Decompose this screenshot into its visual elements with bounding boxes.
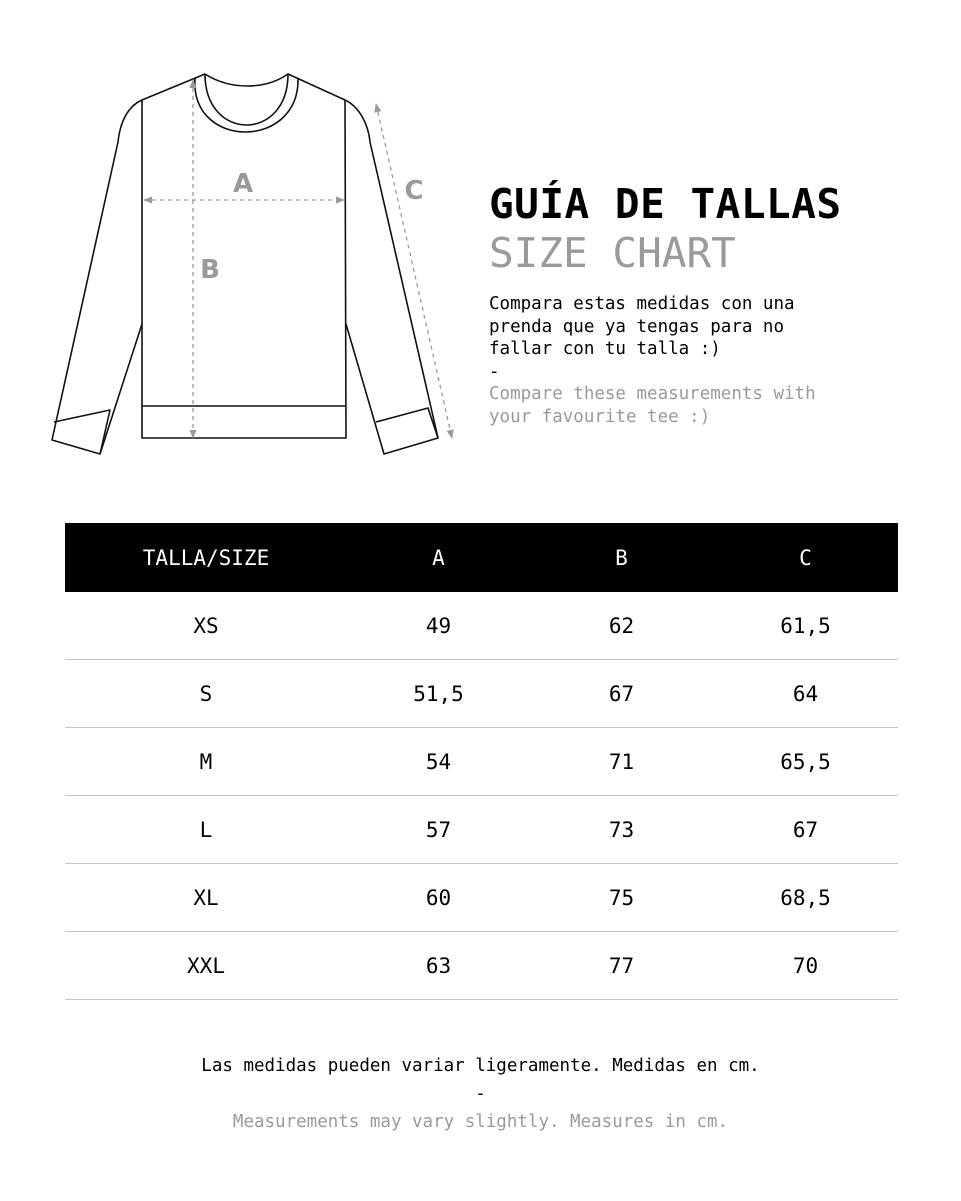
- cell-a: 49: [347, 592, 530, 660]
- cell-a: 63: [347, 932, 530, 1000]
- intro-text: [489, 293, 909, 428]
- cell-c: 67: [713, 796, 898, 864]
- sweatshirt-outline: [52, 74, 438, 454]
- cell-c: 65,5: [713, 728, 898, 796]
- cell-b: 77: [530, 932, 713, 1000]
- table-row: [65, 932, 898, 1000]
- cell-size: XS: [65, 592, 347, 660]
- table-row: [65, 660, 898, 728]
- measure-label-a: A: [232, 169, 254, 199]
- cell-a: 60: [347, 864, 530, 932]
- footer-separator: -: [475, 1084, 486, 1104]
- intro-en-line-2: your favourite tee :): [489, 406, 711, 427]
- table-row: [65, 796, 898, 864]
- page-heading: [489, 178, 842, 276]
- intro-es-line-2: prenda que ya tengas para no: [489, 316, 785, 337]
- table-row: [65, 728, 898, 796]
- cell-a: 54: [347, 728, 530, 796]
- cell-b: 62: [530, 592, 713, 660]
- cell-b: 73: [530, 796, 713, 864]
- header-a: A: [347, 523, 530, 592]
- cell-b: 75: [530, 864, 713, 932]
- measure-lines: [144, 80, 452, 438]
- cell-size: M: [65, 728, 347, 796]
- measure-label-c: C: [404, 176, 424, 206]
- cell-c: 68,5: [713, 864, 898, 932]
- table-row: [65, 592, 898, 660]
- table-header-row: [65, 523, 898, 592]
- cell-a: 57: [347, 796, 530, 864]
- intro-es-line-3: fallar con tu talla :): [489, 339, 721, 359]
- measure-label-b: B: [200, 255, 220, 285]
- intro-separator: -: [489, 361, 500, 382]
- cell-size: L: [65, 796, 347, 864]
- measure-line-c: [376, 104, 452, 438]
- footer-note-es: Las medidas pueden variar ligeramente. Medidas en cm.: [201, 1056, 760, 1076]
- cell-size: XL: [65, 864, 347, 932]
- footer-note-en: Measurements may vary slightly. Measures in cm.: [232, 1112, 729, 1132]
- header-c: C: [713, 523, 898, 592]
- cell-b: 71: [530, 728, 713, 796]
- title-english: SIZE CHART: [489, 229, 736, 277]
- intro-es-line-1: Compara estas medidas con una: [489, 294, 795, 314]
- size-table: [65, 523, 898, 1000]
- header-size: TALLA/SIZE: [65, 523, 347, 592]
- cell-c: 64: [713, 660, 898, 728]
- cell-c: 70: [713, 932, 898, 1000]
- intro-en-line-1: Compare these measurements with: [489, 384, 816, 404]
- sweatshirt-diagram: [40, 62, 470, 467]
- cell-b: 67: [530, 660, 713, 728]
- title-spanish: GUÍA DE TALLAS: [489, 180, 842, 228]
- sweatshirt-illustration: [40, 62, 470, 467]
- cell-size: S: [65, 660, 347, 728]
- footer-note: [0, 1052, 961, 1136]
- cell-a: 51,5: [347, 660, 530, 728]
- header-b: B: [530, 523, 713, 592]
- cell-size: XXL: [65, 932, 347, 1000]
- cell-c: 61,5: [713, 592, 898, 660]
- table-row: [65, 864, 898, 932]
